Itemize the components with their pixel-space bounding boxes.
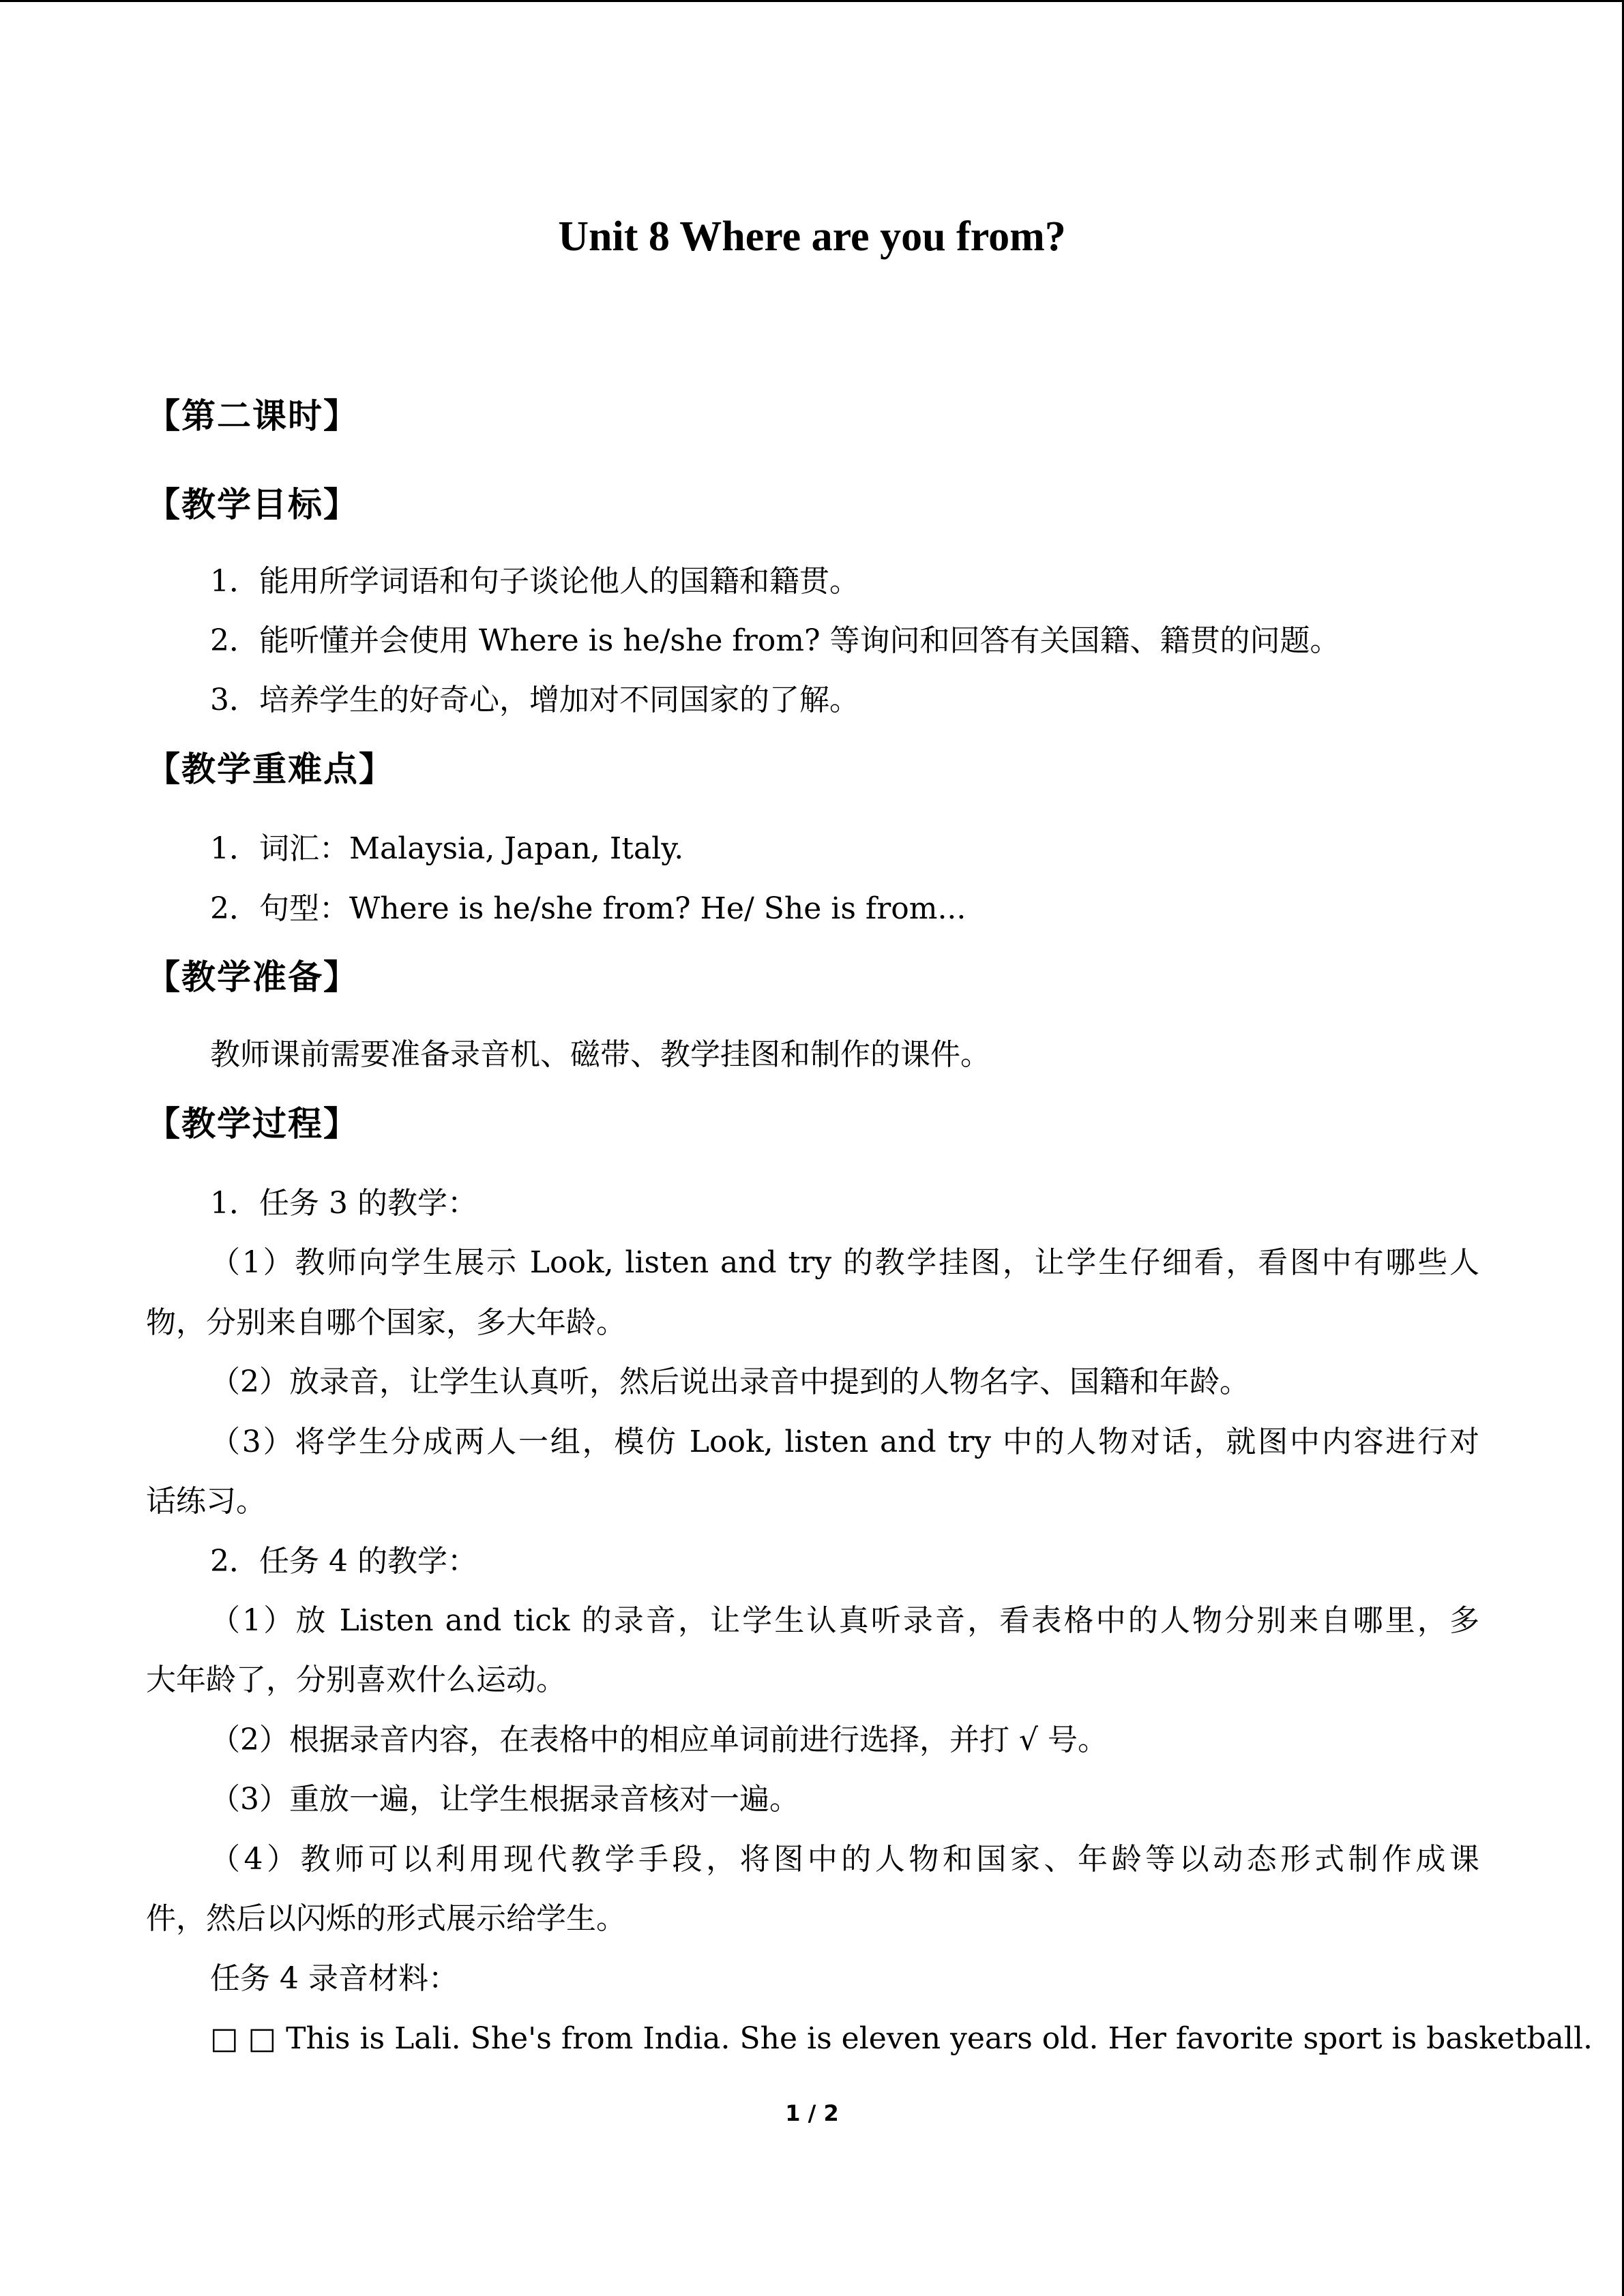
task4-step1-cont: 大年龄了，分别喜欢什么运动。 bbox=[146, 1663, 566, 1697]
task4-step2: （2）根据录音内容，在表格中的相应单词前进行选择，并打 √ 号。 bbox=[210, 1723, 1108, 1757]
material-line: □ □ This is Lali. She's from India. She is eleven years old. Her favorite sport is basketball. bbox=[210, 2021, 1593, 2056]
objective-item: 1．能用所学词语和句子谈论他人的国籍和籍贯。 bbox=[210, 564, 859, 599]
preparation-text: 教师课前需要准备录音机、磁带、教学挂图和制作的课件。 bbox=[210, 1037, 990, 1072]
key-point-item: 2．句型：Where is he/she from? He/ She is from... bbox=[210, 891, 966, 926]
task3-step3: （3）将学生分成两人一组，模仿 Look, listen and try 中的人物对话，就图中内容进行对 bbox=[210, 1425, 1479, 1459]
page-number: 1 / 2 bbox=[785, 2100, 839, 2126]
task3-step2: （2）放录音，让学生认真听，然后说出录音中提到的人物名字、国籍和年龄。 bbox=[210, 1365, 1250, 1399]
lesson-heading: 【第二课时】 bbox=[146, 396, 359, 436]
task3-step1: （1）教师向学生展示 Look, listen and try 的教学挂图，让学生仔细看，看图中有哪些人 bbox=[210, 1245, 1479, 1280]
objective-item: 2．能听懂并会使用 Where is he/she from? 等询问和回答有关国籍、籍贯的问题。 bbox=[210, 623, 1340, 658]
task4-step4: （4）教师可以利用现代教学手段，将图中的人物和国家、年龄等以动态形式制作成课 bbox=[210, 1842, 1479, 1877]
key-points-heading: 【教学重难点】 bbox=[146, 749, 394, 789]
objectives-heading: 【教学目标】 bbox=[146, 485, 359, 524]
task3-step3-cont: 话练习。 bbox=[146, 1484, 266, 1519]
page-border-top bbox=[0, 0, 1624, 2]
document-title: Unit 8 Where are you from? bbox=[558, 213, 1066, 260]
task4-step4-cont: 件，然后以闪烁的形式展示给学生。 bbox=[146, 1901, 626, 1936]
material-title: 任务 4 录音材料： bbox=[210, 1961, 458, 1996]
key-point-item: 1．词汇：Malaysia, Japan, Italy. bbox=[210, 831, 684, 866]
task4-step3: （3）重放一遍，让学生根据录音核对一遍。 bbox=[210, 1782, 799, 1817]
objective-item: 3．培养学生的好奇心，增加对不同国家的了解。 bbox=[210, 683, 859, 717]
task3-step1-cont: 物，分别来自哪个国家，多大年龄。 bbox=[146, 1305, 626, 1340]
task4-step1: （1）放 Listen and tick 的录音，让学生认真听录音，看表格中的人物分别来自哪里，多 bbox=[210, 1603, 1479, 1638]
task3-title: 1．任务 3 的教学： bbox=[210, 1186, 477, 1221]
task4-title: 2．任务 4 的教学： bbox=[210, 1544, 477, 1579]
preparation-heading: 【教学准备】 bbox=[146, 957, 359, 997]
process-heading: 【教学过程】 bbox=[146, 1104, 359, 1144]
